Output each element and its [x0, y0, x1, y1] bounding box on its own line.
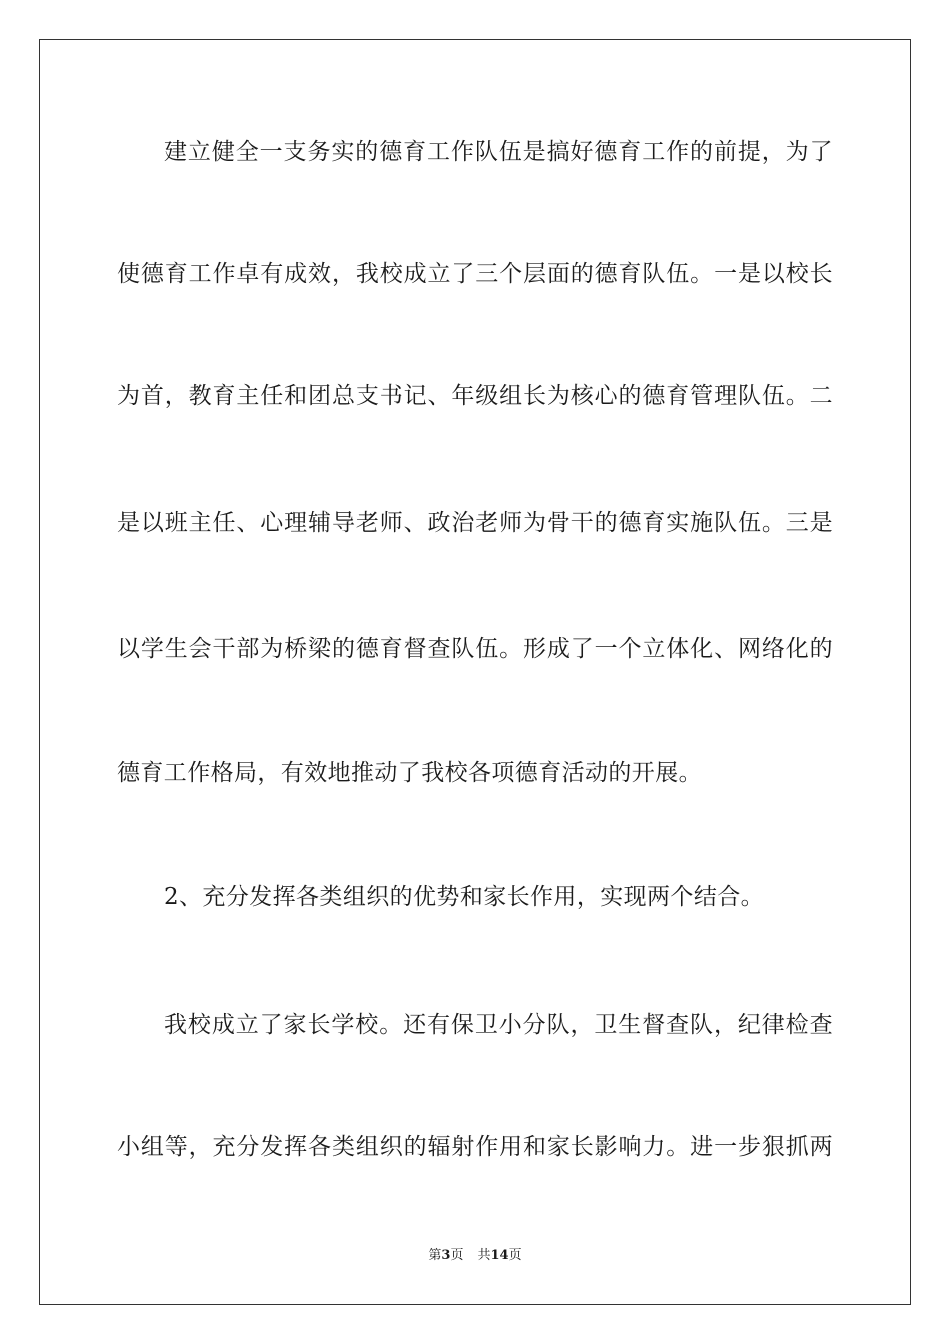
paragraph-2-line-1: 我校成立了家长学校。还有保卫小分队，卫生督查队，纪律检查	[164, 1012, 833, 1038]
total-prefix: 共	[477, 1248, 491, 1263]
total-pages: 14	[490, 1248, 509, 1263]
paragraph-1-line-3: 为首，教育主任和团总支书记、年级组长为核心的德育管理队伍。二	[117, 383, 833, 409]
paragraph-1-line-6: 德育工作格局，有效地推动了我校各项德育活动的开展。	[117, 760, 702, 786]
section-heading-2: 2、充分发挥各类组织的优势和家长作用，实现两个结合。	[164, 884, 765, 910]
paragraph-1-line-5: 以学生会干部为桥梁的德育督查队伍。形成了一个立体化、网络化的	[117, 636, 833, 662]
page-suffix: 页	[450, 1248, 464, 1263]
page-border	[39, 39, 911, 1305]
page-number: 3	[441, 1248, 451, 1263]
total-suffix: 页	[508, 1248, 522, 1263]
page-footer	[0, 1247, 950, 1265]
paragraph-2-line-2: 小组等，充分发挥各类组织的辐射作用和家长影响力。进一步狠抓两	[117, 1134, 833, 1160]
paragraph-1-line-4: 是以班主任、心理辅导老师、政治老师为骨干的德育实施队伍。三是	[117, 510, 833, 536]
page-prefix: 第	[428, 1248, 442, 1263]
paragraph-1-line-2: 使德育工作卓有成效，我校成立了三个层面的德育队伍。一是以校长	[117, 261, 833, 287]
paragraph-1-line-1: 建立健全一支务实的德育工作队伍是搞好德育工作的前提，为了	[164, 139, 833, 165]
